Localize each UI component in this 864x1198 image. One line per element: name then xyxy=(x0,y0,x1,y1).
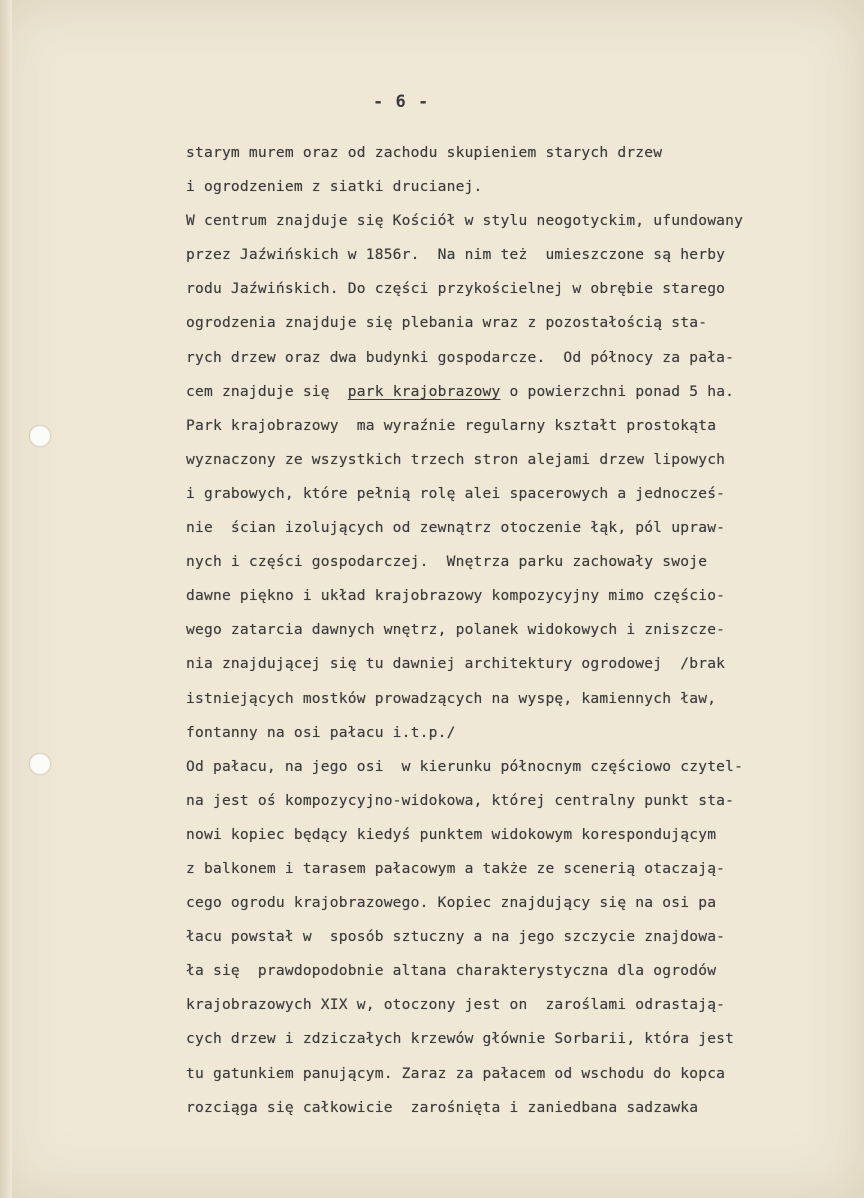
text-line: ła się prawdopodobnie altana charakterystyczna dla ogrodów xyxy=(186,962,717,980)
text-segment: cem znajduje się xyxy=(186,382,348,400)
punch-hole xyxy=(30,754,50,774)
text-line: przez Jaźwińskich w 1856r. Na nim też umieszczone są herby xyxy=(186,246,726,264)
text-line: na jest oś kompozycyjno-widokowa, której centralny punkt sta- xyxy=(186,791,735,809)
text-line: łacu powstał w sposób sztuczny a na jego szczycie znajdowa- xyxy=(186,928,726,946)
text-line xyxy=(186,375,846,409)
text-line: nia znajdującej się tu dawniej architektury ogrodowej /brak xyxy=(186,655,726,673)
text-line: krajobrazowych XIX w, otoczony jest on zaroślami odrastają- xyxy=(186,996,726,1014)
text-line: wego zatarcia dawnych wnętrz, polanek widokowych i zniszcze- xyxy=(186,621,726,639)
text-line: nych i części gospodarczej. Wnętrza parku zachowały swoje xyxy=(186,553,708,571)
text-line: i ogrodzeniem z siatki drucianej. xyxy=(186,178,483,196)
text-line: ogrodzenia znajduje się plebania wraz z pozostałością sta- xyxy=(186,314,708,332)
page-edge xyxy=(0,0,12,1198)
text-line: cych drzew i zdziczałych krzewów głównie Sorbarii, która jest xyxy=(186,1030,735,1048)
text-segment: o powierzchni ponad 5 ha. xyxy=(500,382,735,400)
text-line: z balkonem i tarasem pałacowym a także ze scenerią otaczają- xyxy=(186,859,726,877)
text-line: wyznaczony ze wszystkich trzech stron alejami drzew lipowych xyxy=(186,450,726,468)
text-line: rozciąga się całkowicie zarośnięta i zaniedbana sadzawka xyxy=(186,1098,699,1116)
text-line: W centrum znajduje się Kościół w stylu neogotyckim, ufundowany xyxy=(186,212,744,230)
text-line: istniejących mostków prowadzących na wyspę, kamiennych ław, xyxy=(186,689,717,707)
text-line: rych drzew oraz dwa budynki gospodarcze. Od północy za pała- xyxy=(186,348,735,366)
text-line: cego ogrodu krajobrazowego. Kopiec znajdujący się na osi pa xyxy=(186,894,717,912)
text-line: rodu Jaźwińskich. Do części przykościelnej w obrębie starego xyxy=(186,280,726,298)
text-line: tu gatunkiem panującym. Zaraz za pałacem od wschodu do kopca xyxy=(186,1064,726,1082)
underlined-term: park krajobrazowy xyxy=(347,382,501,400)
text-line: i grabowych, które pełnią rolę alei spacerowych a jednocześ- xyxy=(186,484,726,502)
text-line: starym murem oraz od zachodu skupieniem starych drzew xyxy=(186,144,663,161)
text-line: nie ścian izolujących od zewnątrz otoczenie łąk, pól upraw- xyxy=(186,519,726,537)
text-line: nowi kopiec będący kiedyś punktem widokowym korespondującym xyxy=(186,825,717,843)
page-number: - 6 - xyxy=(373,92,430,112)
punch-hole xyxy=(30,426,50,446)
body-text xyxy=(186,136,846,1125)
text-line: fontanny na osi pałacu i.t.p./ xyxy=(186,723,456,741)
text-line: Park krajobrazowy ma wyraźnie regularny kształt prostokąta xyxy=(186,416,717,434)
text-line: Od pałacu, na jego osi w kierunku północnym częściowo czytel- xyxy=(186,757,744,775)
text-line: dawne piękno i układ krajobrazowy kompozycyjny mimo częścio- xyxy=(186,587,726,605)
